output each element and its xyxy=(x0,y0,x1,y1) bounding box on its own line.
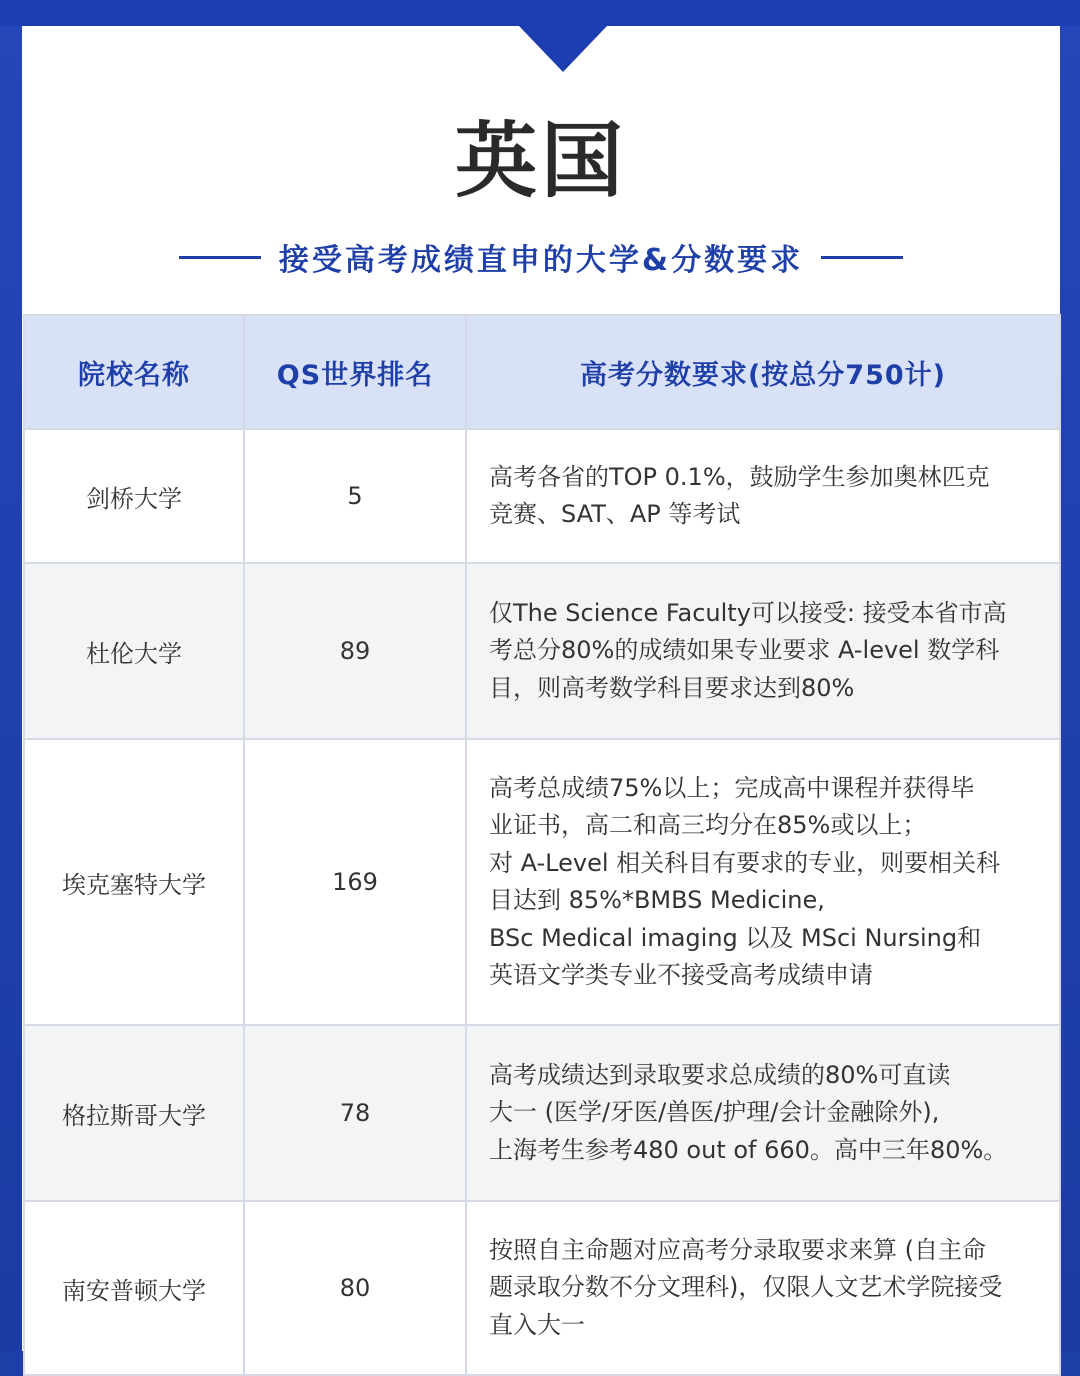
requirement-line: 高考总成绩75%以上；完成高中课程并获得毕 xyxy=(489,773,975,802)
qs-rank: 78 xyxy=(244,1025,466,1201)
table-row xyxy=(24,563,1060,739)
score-requirement xyxy=(466,1201,1060,1375)
requirement-line: BSc Medical imaging 以及 MSci Nursing和 xyxy=(489,923,982,952)
qs-rank: 80 xyxy=(244,1201,466,1375)
page-subtitle: 接受高考成绩直申的大学&分数要求 xyxy=(278,243,804,278)
qs-rank: 89 xyxy=(244,563,466,739)
table-row xyxy=(24,429,1060,563)
top-band xyxy=(0,0,1080,26)
content-card xyxy=(22,26,1060,1351)
subtitle-row xyxy=(22,232,1060,282)
university-table xyxy=(23,314,1061,1376)
score-requirement xyxy=(466,739,1060,1025)
qs-rank: 5 xyxy=(244,429,466,563)
requirement-line: 目达到 85%*BMBS Medicine, xyxy=(489,886,825,914)
score-requirement xyxy=(466,563,1060,739)
notch-triangle xyxy=(519,26,607,72)
column-header-rank: QS世界排名 xyxy=(244,315,466,429)
subtitle-rule-left xyxy=(179,256,261,259)
subtitle-rule-right xyxy=(821,256,903,259)
score-requirement xyxy=(466,429,1060,563)
requirement-line: 仅The Science Faculty可以接受: 接受本省市高 xyxy=(489,598,1007,627)
table-row xyxy=(24,1025,1060,1201)
table-header-row xyxy=(24,315,1060,429)
requirement-line: 英语文学类专业不接受高考成绩申请 xyxy=(489,961,873,989)
university-name: 杜伦大学 xyxy=(24,563,244,739)
requirement-line: 高考成绩达到录取要求总成绩的80%可直读 xyxy=(489,1060,951,1089)
requirement-line: 题录取分数不分文理科)，仅限人文艺术学院接受 xyxy=(489,1273,1003,1302)
requirement-line: 直入大一 xyxy=(489,1310,585,1339)
column-header-name: 院校名称 xyxy=(24,315,244,429)
university-name: 格拉斯哥大学 xyxy=(24,1025,244,1201)
requirement-line: 按照自主命题对应高考分录取要求来算 (自主命 xyxy=(489,1235,986,1264)
page-title: 英国 xyxy=(454,114,627,209)
requirement-line: 业证书，高二和高三均分在85%或以上； xyxy=(489,811,927,839)
university-name: 剑桥大学 xyxy=(24,429,244,563)
requirement-line: 对 A-Level 相关科目有要求的专业，则要相关科 xyxy=(489,848,1001,877)
requirement-line: 目，则高考数学科目要求达到80% xyxy=(489,673,855,702)
score-requirement xyxy=(466,1025,1060,1201)
requirement-line: 高考各省的TOP 0.1%，鼓励学生参加奥林匹克 xyxy=(489,462,990,491)
requirement-line: 考总分80%的成绩如果专业要求 A-level 数学科 xyxy=(489,636,1000,665)
column-header-requirement: 高考分数要求(按总分750计) xyxy=(466,315,1060,429)
university-name: 埃克塞特大学 xyxy=(24,739,244,1025)
requirement-line: 大一 (医学/牙医/兽医/护理/会计金融除外), xyxy=(489,1098,940,1127)
qs-rank: 169 xyxy=(244,739,466,1025)
university-name: 南安普顿大学 xyxy=(24,1201,244,1375)
table-row xyxy=(24,739,1060,1025)
requirement-line: 上海考生参考480 out of 660。高中三年80%。 xyxy=(489,1135,1008,1164)
requirement-line: 竞赛、SAT、AP 等考试 xyxy=(489,500,741,528)
table-row xyxy=(24,1201,1060,1375)
